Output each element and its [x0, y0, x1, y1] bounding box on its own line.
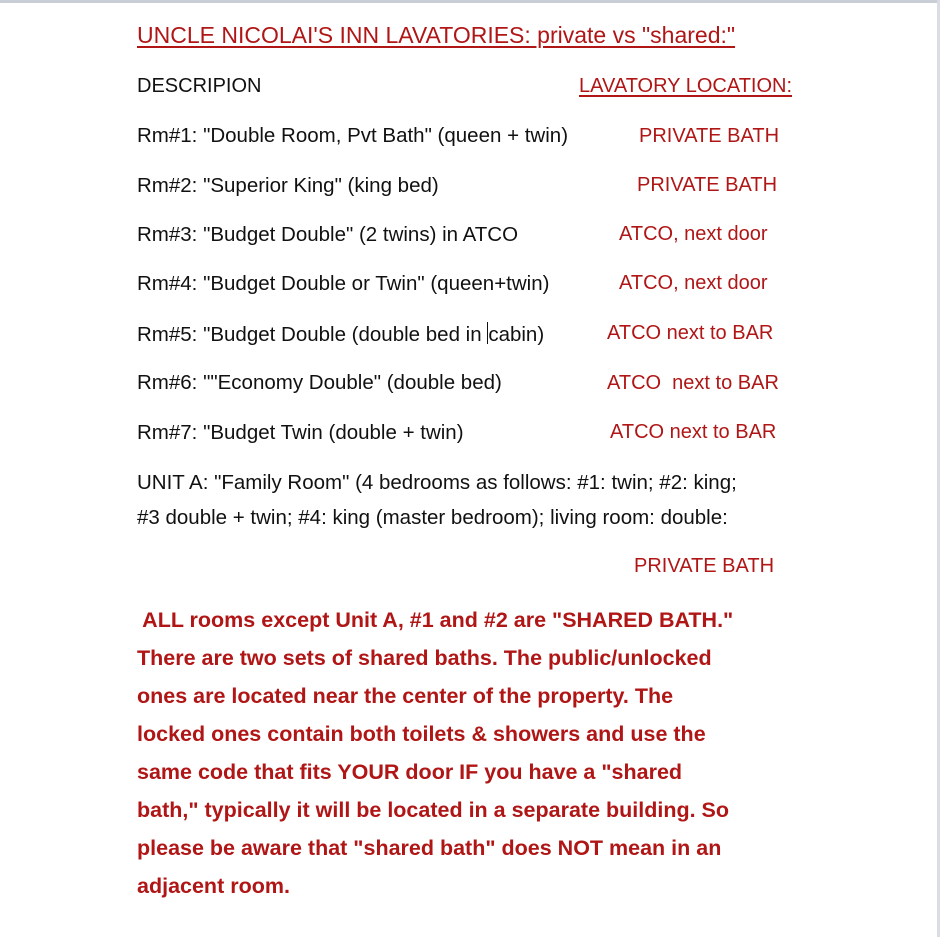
room-5-description-end: cabin)	[488, 323, 545, 346]
unit-a-line-2: #3 double + twin; #4: king (master bedroom); living room: double:	[137, 506, 728, 529]
room-1-location: PRIVATE BATH	[639, 125, 780, 147]
room-4-location: ATCO, next door	[619, 272, 768, 294]
unit-a-location: PRIVATE BATH	[634, 555, 775, 577]
note-line: locked ones contain both toilets & showers and use the	[137, 722, 706, 746]
note-line: bath," typically it will be located in a separate building. So	[137, 798, 730, 822]
location-column-header: LAVATORY LOCATION:	[579, 75, 793, 97]
note-line: ones are located near the center of the property. The	[137, 684, 674, 708]
note-line: There are two sets of shared baths. The public/unlocked	[137, 646, 712, 670]
room-3-description: Rm#3: "Budget Double" (2 twins) in ATCO	[137, 223, 519, 246]
room-7-location: ATCO next to BAR	[610, 421, 777, 443]
room-2-location: PRIVATE BATH	[637, 174, 778, 196]
document-title: UNCLE NICOLAI'S INN LAVATORIES: private vs "shared:"	[137, 22, 736, 48]
room-5-location: ATCO next to BAR	[607, 322, 774, 344]
room-5-description	[137, 322, 544, 347]
note-line: please be aware that "shared bath" does NOT mean in an	[137, 836, 722, 860]
room-4-description: Rm#4: "Budget Double or Twin" (queen+twin)	[137, 272, 550, 295]
unit-a-line-1: UNIT A: "Family Room" (4 bedrooms as follows: #1: twin; #2: king;	[137, 471, 737, 494]
shared-bath-note	[137, 601, 837, 905]
room-2-description: Rm#2: "Superior King" (king bed)	[137, 174, 439, 197]
note-line: same code that fits YOUR door IF you have a "shared	[137, 760, 683, 784]
description-column-header: DESCRIPION	[137, 75, 262, 97]
note-line: ALL rooms except Unit A, #1 and #2 are "SHARED BATH."	[137, 608, 734, 632]
note-line: adjacent room.	[137, 874, 290, 898]
page-top-border	[0, 0, 940, 3]
room-6-description: Rm#6: ""Economy Double" (double bed)	[137, 371, 502, 394]
room-6-location: ATCO next to BAR	[607, 372, 779, 394]
room-5-description-start: Rm#5: "Budget Double (double bed in	[137, 323, 488, 346]
room-1-description: Rm#1: "Double Room, Pvt Bath" (queen + twin)	[137, 124, 569, 147]
room-3-location: ATCO, next door	[619, 223, 768, 245]
room-7-description: Rm#7: "Budget Twin (double + twin)	[137, 421, 464, 444]
unit-a-description	[137, 465, 817, 535]
